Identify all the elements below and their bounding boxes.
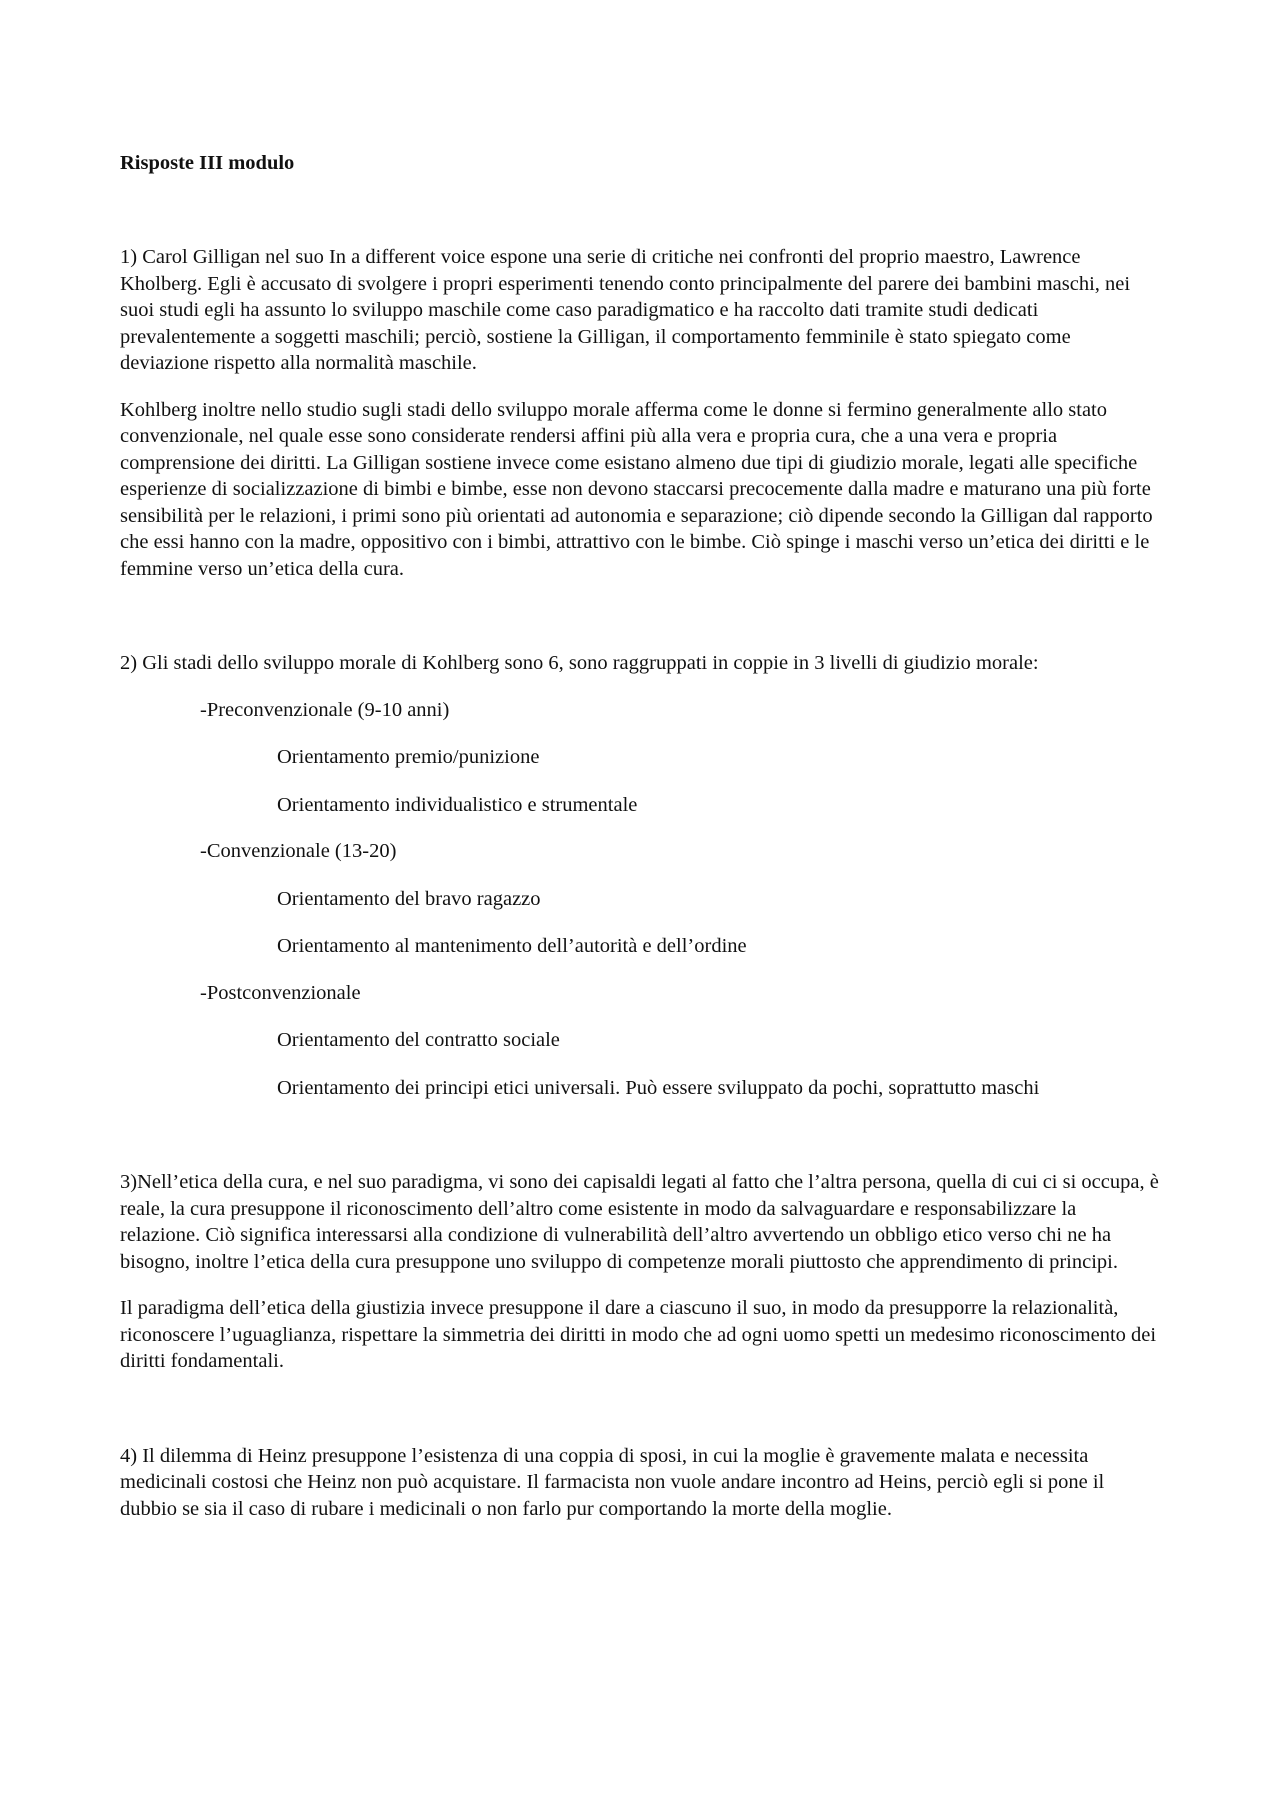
stage-item: Orientamento individualistico e strumentale	[277, 793, 638, 816]
level-postconventional: -Postconvenzionale	[200, 981, 361, 1004]
answer-1-paragraph-1: 1) Carol Gilligan nel suo In a different voice espone una serie di critiche nei confronti del proprio maestro, Lawrence Kholberg. Egli è accusato di svolgere i propri esperimenti tenendo conto principalmente del parere dei bambini maschi, nei suoi studi egli ha assunto lo sviluppo maschile come caso paradigmatico e ha raccolto dati tramite studi dedicati prevalentemente a soggetti maschili; perciò, sostiene la Gilligan, il comportamento femminile è stato spiegato come deviazione rispetto alla normalità maschile.	[120, 246, 1131, 374]
level-preconventional: -Preconvenzionale (9-10 anni)	[200, 698, 450, 721]
document-body	[120, 150, 1160, 1522]
stage-item: Orientamento del bravo ragazzo	[277, 887, 541, 910]
stage-item: Orientamento del contratto sociale	[277, 1029, 560, 1051]
stage-item: Orientamento dei principi etici universali. Può essere sviluppato da pochi, soprattutto maschi	[277, 1076, 1040, 1099]
document-title: Risposte III modulo	[120, 152, 295, 174]
answer-2-intro: 2) Gli stadi dello sviluppo morale di Kohlberg sono 6, sono raggruppati in coppie in 3 livelli di giudizio morale:	[120, 652, 1039, 674]
stage-item: Orientamento premio/punizione	[277, 746, 540, 768]
answer-4-paragraph-1: 4) Il dilemma di Heinz presuppone l’esistenza di una coppia di sposi, in cui la moglie è gravemente malata e necessita medicinali costosi che Heinz non può acquistare. Il farmacista non vuole andare incontro ad Heins, perciò egli si pone il dubbio se sia il caso di rubare i medicinali o non farlo pur comportando la morte della moglie.	[120, 1444, 1105, 1520]
answer-1-paragraph-2: Kohlberg inoltre nello studio sugli stadi dello sviluppo morale afferma come le donne si fermino generalmente allo stato convenzionale, nel quale esse sono considerate rendersi affini più alla vera e propria cura, che a una vera e propria comprensione dei diritti. La Gilligan sostiene invece come esistano almeno due tipi di giudizio morale, legati alle specifiche esperienze di socializzazione di bimbi e bimbe, esse non devono staccarsi precocemente dalla madre e maturano una più forte sensibilità per le relazioni, i primi sono più orientati ad autonomia e separazione; ciò dipende secondo la Gilligan dal rapporto che essi hanno con la madre, oppositivo con i bimbi, attrattivo con le bimbe. Ciò spinge i maschi verso un’etica dei diritti e le femmine verso un’etica della cura.	[120, 398, 1153, 580]
level-conventional: -Convenzionale (13-20)	[200, 840, 397, 862]
answer-3-paragraph-2: Il paradigma dell’etica della giustizia invece presuppone il dare a ciascuno il suo, in modo da presupporre la relazionalità, riconoscere l’uguaglianza, rispettare la simmetria dei diritti in modo che ad ogni uomo spetti un medesimo riconoscimento dei diritti fondamentali.	[120, 1297, 1157, 1372]
stage-item: Orientamento al mantenimento dell’autorità e dell’ordine	[277, 935, 747, 957]
answer-3-paragraph-1: 3)Nell’etica della cura, e nel suo paradigma, vi sono dei capisaldi legati al fatto che l’altra persona, quella di cui ci si occupa, è reale, la cura presuppone il riconoscimento dell’altro come esistente in modo da salvaguardare e responsabilizzare la relazione. Ciò significa interessarsi alla condizione di vulnerabilità dell’altro avvertendo un obbligo etico verso chi ne ha bisogno, inoltre l’etica della cura presuppone uno sviluppo di competenze morali piuttosto che apprendimento di principi.	[120, 1171, 1159, 1273]
